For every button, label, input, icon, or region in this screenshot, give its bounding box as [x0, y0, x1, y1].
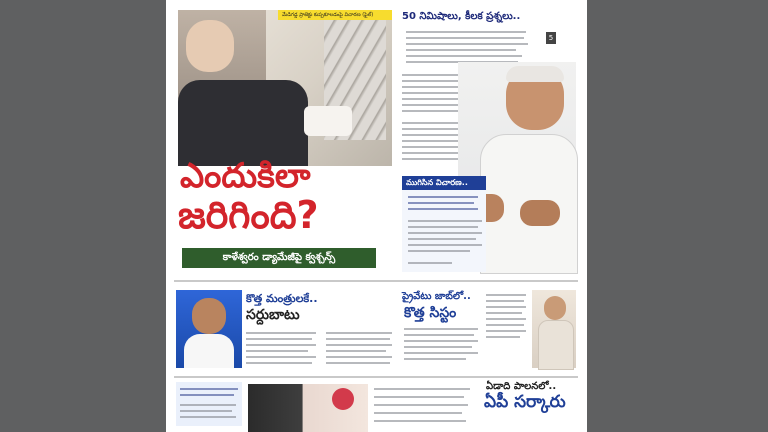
row3-middle-text: [374, 384, 474, 428]
subhead-banner: [182, 248, 376, 268]
naidu-photo: [532, 290, 576, 368]
story3-headline-b: ఏపీ సర్కారు: [484, 392, 566, 412]
story2-headline-b: కొత్త సిస్టం: [404, 305, 457, 321]
lead-photo: [178, 10, 392, 166]
divider-1: [174, 280, 578, 282]
lead-byline: మేడిగడ్డ ప్రాజెక్టు కుప్పకూలడంపై విచారణ (ఫైల్): [282, 12, 374, 18]
divider-2: [174, 376, 578, 378]
story3-headline-a: ఏడాది పాలనలో..: [486, 381, 557, 392]
page-badge: 5: [546, 32, 556, 44]
row3-left-box: [176, 382, 242, 426]
closing-banner: [402, 176, 486, 190]
lead-byline-strip: [278, 10, 392, 20]
questions-title: 50 నిమిషాలు, కీలక ప్రశ్నలు..: [402, 11, 521, 22]
row3-photo: [248, 384, 368, 432]
revanth-photo: [176, 290, 242, 368]
headline-line-2: జరిగింది?: [178, 193, 319, 237]
story2b-text: [486, 292, 530, 370]
story1-headline-a: కొత్త మంత్రులకే..: [246, 292, 318, 305]
headline-line-1: ఎందుకిలా: [180, 156, 311, 196]
closing-box: [402, 176, 486, 272]
story2-headline-a: ప్రైవేటు జాబ్‌లో..: [402, 291, 471, 302]
subhead-text: కాళేశ్వరం డ్యామేజీపై క్వశ్చన్స్: [222, 252, 336, 263]
closing-banner-text: ముగిసిన విచారణ..: [406, 178, 468, 187]
story2-text: [404, 326, 482, 374]
questions-bullets: [402, 28, 542, 64]
story1-headline-b: సర్దుబాటు: [246, 307, 300, 323]
story1-text: [246, 330, 396, 374]
newspaper-page: [166, 0, 587, 432]
